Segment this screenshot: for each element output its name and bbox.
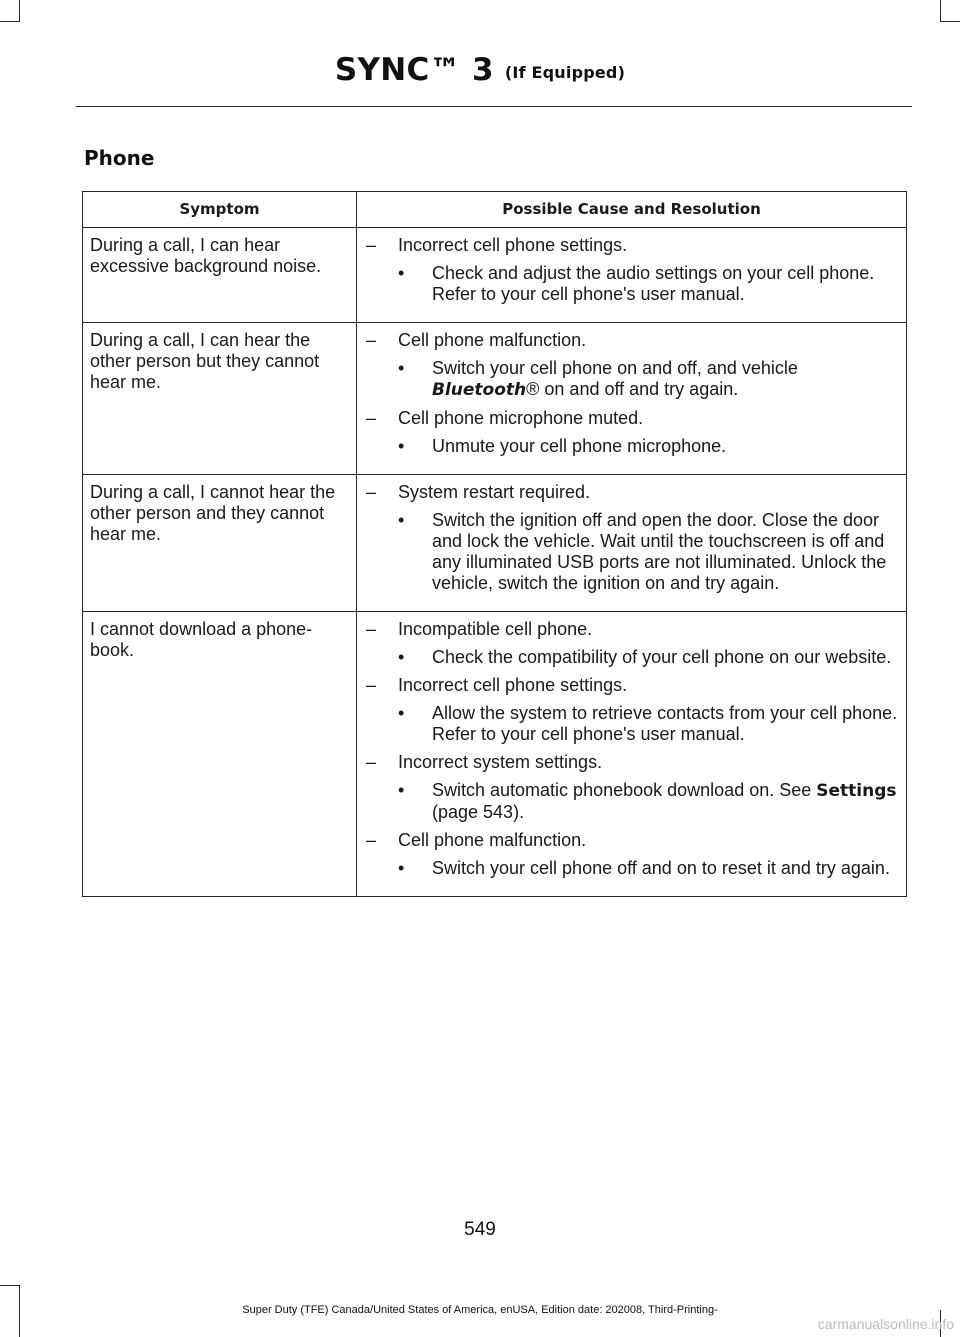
cause-text: Incorrect cell phone settings. [398, 675, 628, 695]
cause-item [366, 408, 900, 429]
resolution-item [398, 436, 900, 457]
table-row [83, 323, 907, 475]
bullet-marker: • [398, 780, 405, 800]
resolution-text: Switch your cell phone off and on to reset it and try again. [432, 858, 890, 878]
bullet-marker: • [398, 858, 405, 878]
page-reference: (page 543). [432, 802, 525, 822]
table-header-row [83, 192, 907, 228]
crop-mark-top-right-h [940, 21, 960, 22]
bullet-marker: • [398, 263, 405, 283]
resolution-item [398, 263, 900, 305]
cause-cell [357, 612, 907, 897]
resolution-item [398, 703, 900, 745]
resolution-text: Switch your cell phone on and off, and vehicle [432, 358, 798, 378]
resolution-text: Switch automatic phonebook download on. See [432, 780, 812, 800]
cause-item [366, 619, 900, 640]
dash-marker: – [366, 330, 377, 350]
header-divider [76, 106, 912, 107]
crop-mark-bottom-left-h [0, 1285, 20, 1286]
dash-marker: – [366, 675, 377, 695]
dash-marker: – [366, 482, 377, 502]
table-row [83, 475, 907, 612]
resolution-text: Switch the ignition off and open the door. Close the door and lock the vehicle. Wait until the touchscreen is off and any illuminated USB ports are not illuminated. Unlock the vehicle, switch the ignition on and try again. [432, 510, 887, 593]
troubleshooting-table [82, 191, 907, 897]
cause-text: Cell phone microphone muted. [398, 408, 644, 428]
cause-text: Incompatible cell phone. [398, 619, 593, 639]
cause-text: Incorrect system settings. [398, 752, 603, 772]
column-header-cause: Possible Cause and Resolution [357, 192, 907, 228]
bullet-marker: • [398, 358, 405, 378]
crop-mark-top-left-h [0, 21, 20, 22]
column-header-symptom: Symptom [83, 192, 357, 228]
watermark: carmanualsonline.info [817, 1316, 954, 1332]
bullet-marker: • [398, 703, 405, 723]
header-title-suffix: (If Equipped) [504, 63, 626, 82]
cause-item [366, 675, 900, 696]
resolution-text: Check and adjust the audio settings on your cell phone. Refer to your cell phone's user manual. [432, 263, 875, 304]
cause-item [366, 482, 900, 503]
header-title-text: SYNC™ 3 [334, 52, 494, 88]
cause-cell [357, 475, 907, 612]
dash-marker: – [366, 408, 377, 428]
resolution-text: Allow the system to retrieve contacts from your cell phone. Refer to your cell phone's user manual. [432, 703, 898, 744]
cause-item [366, 330, 900, 351]
cause-item [366, 752, 900, 773]
cause-cell [357, 228, 907, 323]
resolution-item [398, 510, 900, 594]
section-heading: Phone [84, 146, 155, 170]
dash-marker: – [366, 752, 377, 772]
cause-text: Cell phone malfunction. [398, 330, 587, 350]
table-row [83, 612, 907, 897]
symptom-cell: During a call, I cannot hear the other person and they cannot hear me. [83, 475, 357, 612]
settings-link[interactable]: Settings [816, 781, 897, 801]
resolution-item [398, 358, 900, 401]
edition-note: Super Duty (TFE) Canada/United States of America, enUSA, Edition date: 202008, Third-Printing- [242, 1304, 718, 1316]
resolution-item [398, 780, 900, 823]
bluetooth-term: Bluetooth [432, 380, 527, 400]
resolution-text: Check the compatibility of your cell phone on our website. [432, 647, 892, 667]
bullet-marker: • [398, 436, 405, 456]
cause-item [366, 235, 900, 256]
cause-text: System restart required. [398, 482, 591, 502]
cause-cell [357, 323, 907, 475]
resolution-text-continued: ® on and off and try again. [526, 379, 739, 399]
symptom-cell: I cannot download a phone-book. [83, 612, 357, 897]
cause-text: Cell phone malfunction. [398, 830, 587, 850]
resolution-item [398, 647, 900, 668]
dash-marker: – [366, 235, 377, 255]
cause-text: Incorrect cell phone settings. [398, 235, 628, 255]
resolution-item [398, 858, 900, 879]
page-header-title [0, 52, 960, 88]
cause-item [366, 830, 900, 851]
dash-marker: – [366, 830, 377, 850]
resolution-text: Unmute your cell phone microphone. [432, 436, 727, 456]
crop-mark-top-right [940, 0, 941, 22]
symptom-cell: During a call, I can hear excessive background noise. [83, 228, 357, 323]
crop-mark-top-left [19, 0, 20, 22]
bullet-marker: • [398, 647, 405, 667]
symptom-cell: During a call, I can hear the other person but they cannot hear me. [83, 323, 357, 475]
table-row [83, 228, 907, 323]
dash-marker: – [366, 619, 377, 639]
bullet-marker: • [398, 510, 405, 530]
page-number: 549 [464, 1219, 496, 1240]
